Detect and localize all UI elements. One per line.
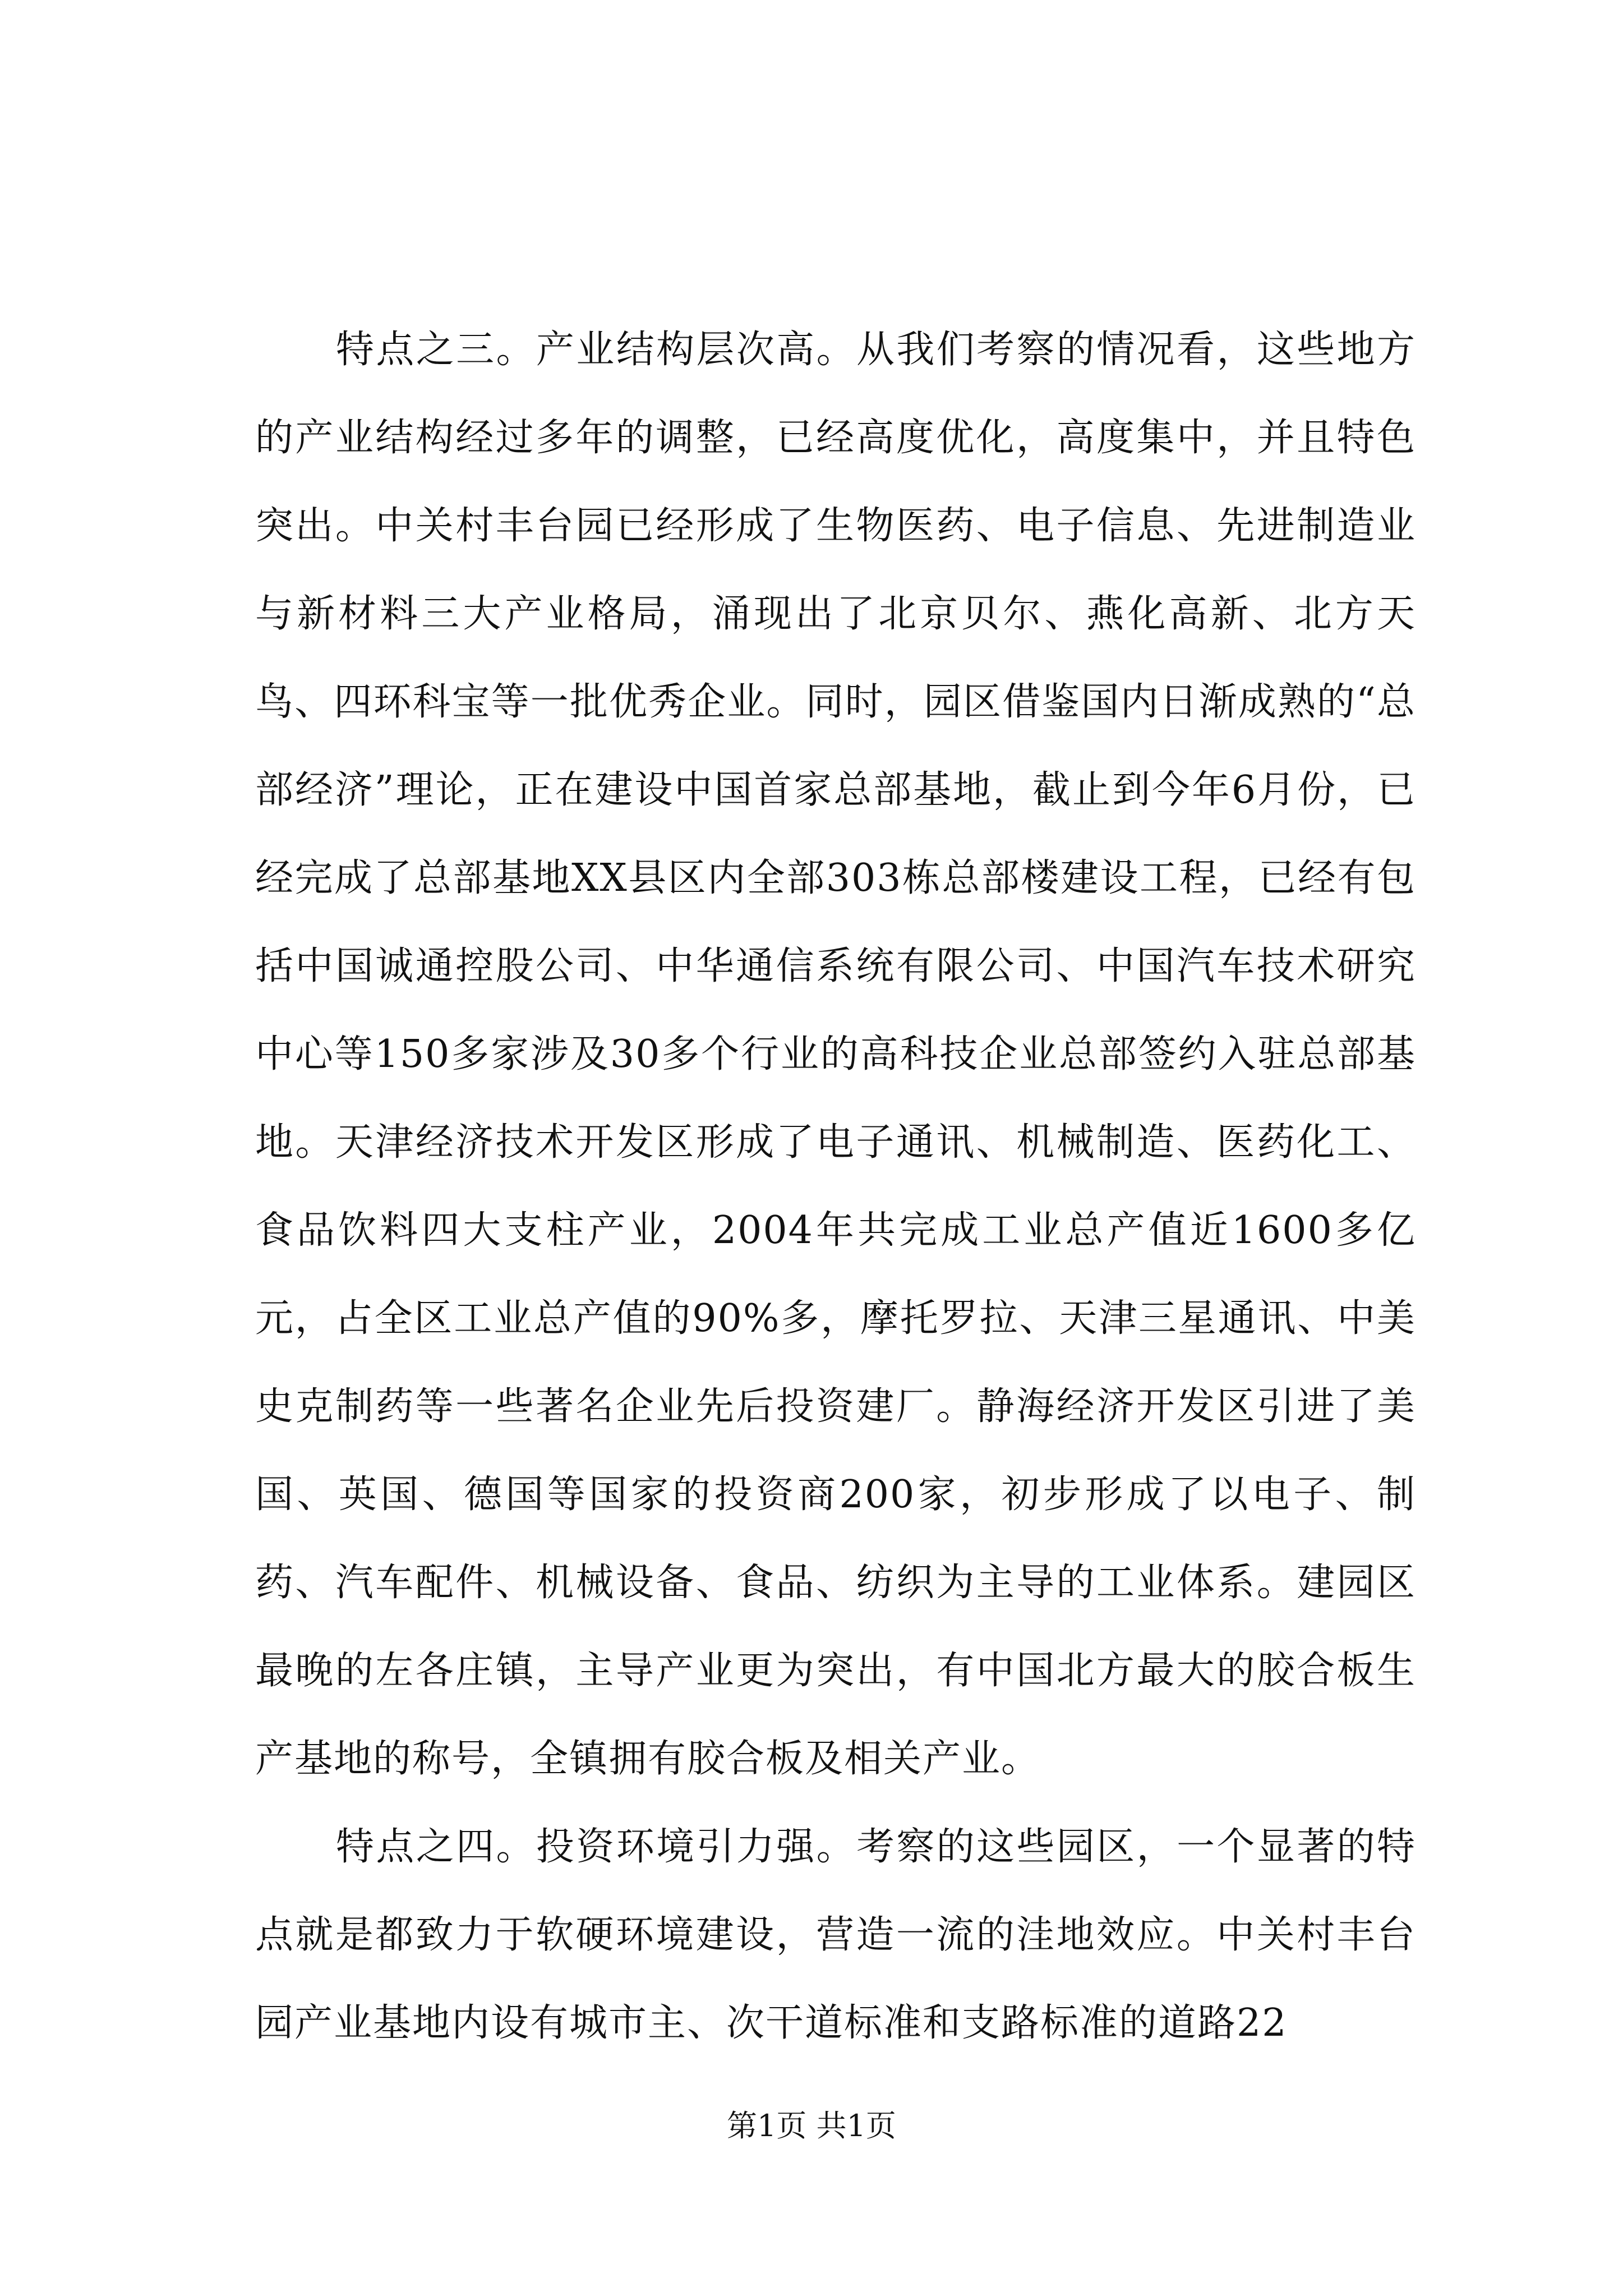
paragraph-feature-three: 特点之三。产业结构层次高。从我们考察的情况看，这些地方的产业结构经过多年的调整，已经高度优化，高度集中，并且特色突出。中关村丰台园已经形成了生物医药、电子信息、先进制造业与新材料三大产业格局，涌现出了北京贝尔、燕化高新、北方天鸟、四环科宝等一批优秀企业。同时，园区借鉴国内日渐成熟的“总部经济”理论，正在建设中国首家总部基地，截止到今年6月份，已经完成了总部基地XX县区内全部303栋总部楼建设工程，已经有包括中国诚通控股公司、中华通信系统有限公司、中国汽车技术研究中心等150多家涉及30多个行业的高科技企业总部签约入驻总部基地。天津经济技术开发区形成了电子通讯、机械制造、医药化工、食品饮料四大支柱产业，2004年共完成工业总产值近1600多亿元，占全区工业总产值的90%多，摩托罗拉、天津三星通讯、中美史克制药等一些著名企业先后投资建厂。静海经济开发区引进了美国、英国、德国等国家的投资商200家，初步形成了以电子、制药、汽车配件、机械设备、食品、纺织为主导的工业体系。建园区最晚的左各庄镇，主导产业更为突出，有中国北方最大的胶合板生产基地的称号，全镇拥有胶合板及相关产业。 — [255, 328, 1416, 1781]
document-body — [255, 306, 1416, 2067]
page-footer: 第1页 共1页 — [727, 2108, 896, 2143]
paragraph-feature-four: 特点之四。投资环境引力强。考察的这些园区，一个显著的特点就是都致力于软硬环境建设，营造一流的洼地效应。中关村丰台园产业基地内设有城市主、次干道标准和支路标准的道路22 — [255, 1825, 1416, 2045]
